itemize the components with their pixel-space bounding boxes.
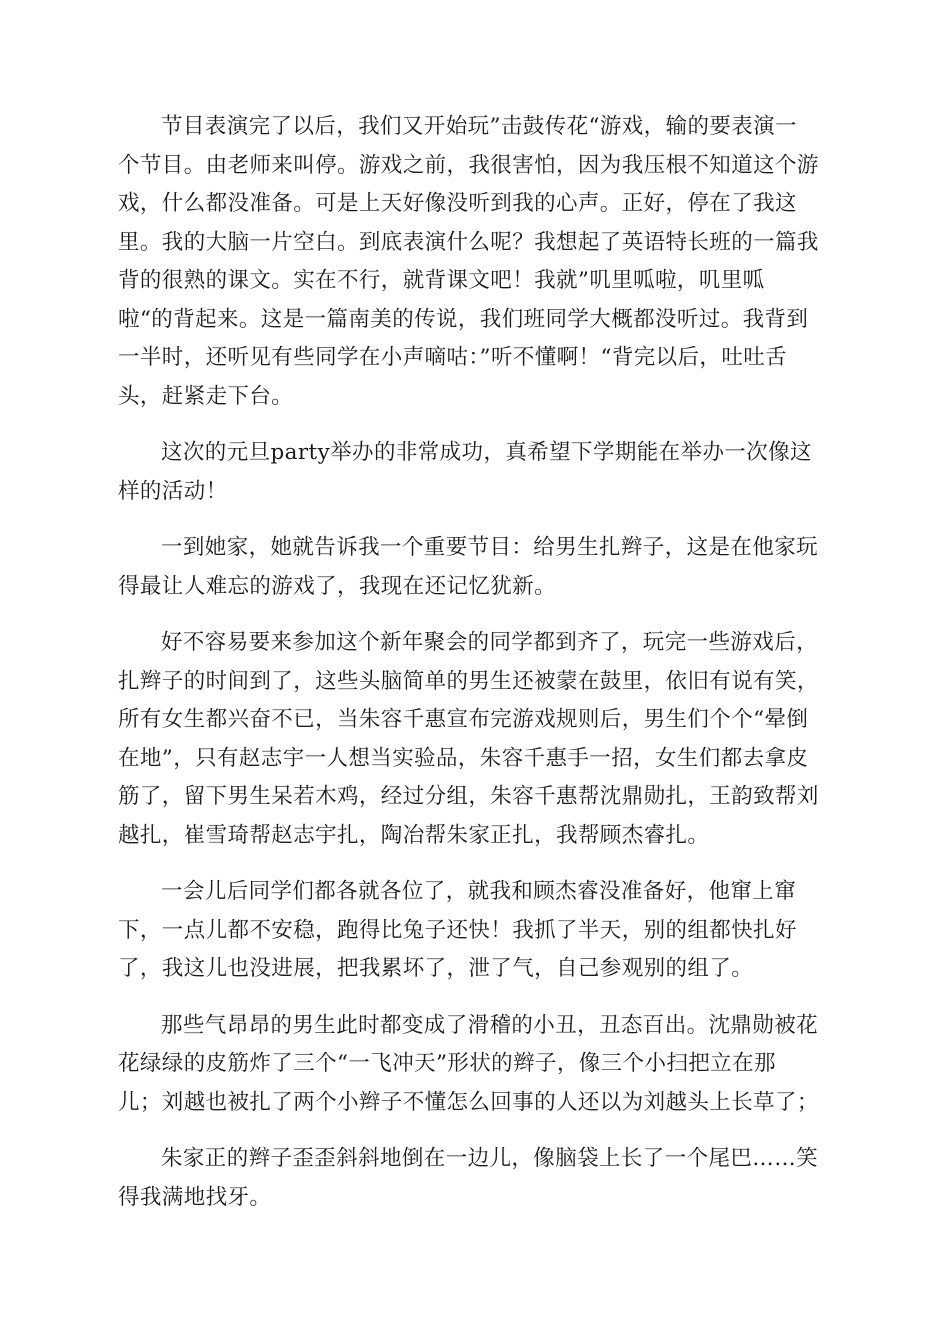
paragraph-7 [118,1140,834,1217]
paragraph-2 [118,434,834,511]
text-line: 所有女生都兴奋不已，当朱容千惠宣布完游戏规则后，男生们个个“晕倒 [118,707,809,732]
paragraph-3 [118,529,834,606]
text-line: 戏，什么都没准备。可是上天好像没听到我的心声。正好，停在了我这 [118,191,797,216]
text-line: 花绿绿的皮筋炸了三个“一飞冲天”形状的辫子，像三个小扫把立在那 [118,1051,776,1076]
text-line: 了，我这儿也没进展，把我累坏了，泄了气，自己参观别的组了。 [118,956,754,981]
text-line: 儿；刘越也被扎了两个小辫子不懂怎么回事的人还以为刘越头上长草了； [118,1089,819,1115]
text-line: 节目表演完了以后，我们又开始玩”击鼓传花“游戏，输的要表演一 [161,114,797,139]
text-line: 在地”，只有赵志宇一人想当实验品，朱容千惠手一招，女生们都去拿皮 [118,745,809,771]
text-line: 越扎，崔雪琦帮赵志宇扎，陶冶帮朱家正扎，我帮顾杰睿扎。 [118,822,710,848]
text-line: 这次的元旦party举办的非常成功，真希望下学期能在举办一次像这 [161,440,812,465]
text-line: 个节目。由老师来叫停。游戏之前，我很害怕，因为我压根不知道这个游 [118,152,819,178]
text-line: 得我满地找牙。 [118,1184,272,1210]
text-line: 一会儿后同学们都各就各位了，就我和顾杰睿没准备好，他窜上窜 [161,879,797,904]
document-body [118,108,834,1235]
text-line: 筋了，留下男生呆若木鸡，经过分组，朱容千惠帮沈鼎勋扎，王韵致帮刘 [118,784,819,809]
text-line: 里。我的大脑一片空白。到底表演什么呢？我想起了英语特长班的一篇我 [118,229,819,255]
text-line: 头，赶紧走下台。 [118,383,294,409]
text-line: 样的活动！ [118,478,228,504]
text-line: 背的很熟的课文。实在不行，就背课文吧！我就”叽里呱啦，叽里呱 [118,268,765,293]
text-line: 那些气昂昂的男生此时都变成了滑稽的小丑，丑态百出。沈鼎勋被花 [161,1012,819,1038]
text-line: 朱家正的辫子歪歪斜斜地倒在一边儿，像脑袋上长了一个尾巴……笑 [161,1146,819,1171]
text-line: 好不容易要来参加这个新年聚会的同学都到齐了，玩完一些游戏后， [161,630,819,655]
paragraph-4 [118,624,834,855]
text-line: 一到她家，她就告诉我一个重要节目：给男生扎辫子，这是在他家玩 [161,535,819,560]
text-line: 得最让人难忘的游戏了，我现在还记忆犹新。 [118,573,557,599]
text-line: 一半时，还听见有些同学在小声嘀咕：”听不懂啊！“背完以后，吐吐舌 [118,345,788,370]
paragraph-5 [118,873,834,989]
paragraph-1 [118,108,834,416]
paragraph-6 [118,1007,834,1123]
text-line: 下，一点儿都不安稳，跑得比兔子还快！我抓了半天，别的组都快扎好 [118,917,797,943]
text-line: 啦“的背起来。这是一篇南美的传说，我们班同学大概都没听过。我背到 [118,306,809,332]
text-line: 扎辫子的时间到了，这些头脑简单的男生还被蒙在鼓里，依旧有说有笑， [118,668,819,694]
